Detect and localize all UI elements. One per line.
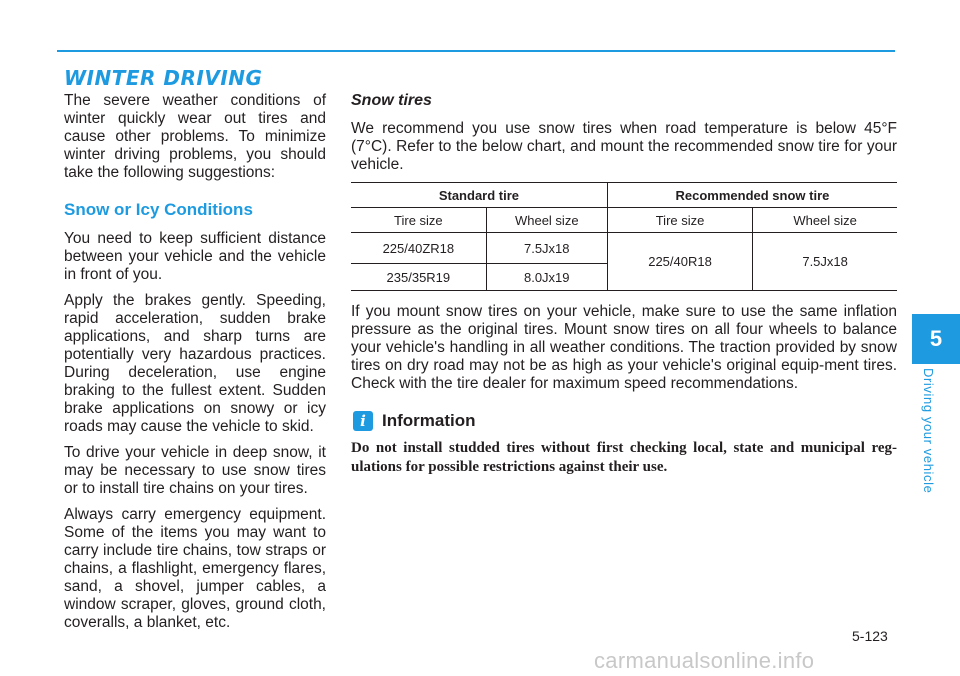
left-column xyxy=(64,92,326,640)
table-cell: 225/40ZR18 xyxy=(351,233,486,264)
body-paragraph: You need to keep sufficient distance between your vehicle and the vehicle in front of you. xyxy=(64,230,326,283)
information-header xyxy=(353,411,897,431)
chapter-label: Driving your vehicle xyxy=(921,368,936,494)
right-column xyxy=(351,92,897,477)
chapter-tab: 5 xyxy=(912,314,960,364)
column-header: Tire size xyxy=(351,208,486,233)
column-header: Tire size xyxy=(607,208,752,233)
table-cell: 8.0Jx19 xyxy=(486,264,607,291)
column-header: Wheel size xyxy=(486,208,607,233)
table-cell: 225/40R18 xyxy=(607,233,752,291)
information-text: Do not install studded tires without first checking local, state and municipal reg-ulations for possible restrictions against their use. xyxy=(351,440,897,475)
snow-icy-heading: Snow or Icy Conditions xyxy=(64,200,253,219)
table-cell: 7.5Jx18 xyxy=(486,233,607,264)
snow-tires-advice: If you mount snow tires on your vehicle, make sure to use the same inflation pressure as the original tires. Mount snow tires on all four wheels to balance your vehicle's handling in all weather conditions. The traction provided by snow tires on dry road may not be as high as your vehicle's original equip-ment tires. Check with the tire dealer for maximum speed recommendations. xyxy=(351,303,897,392)
table-cell: 235/35R19 xyxy=(351,264,486,291)
snow-tire-table xyxy=(351,182,897,291)
recommended-tire-header: Recommended snow tire xyxy=(607,183,897,208)
column-header: Wheel size xyxy=(753,208,897,233)
body-paragraph: Apply the brakes gently. Speeding, rapid acceleration, sudden brake applications, and sharp turns are potentially very hazardous practices. During deceleration, use engine braking to the fullest extent. Sudden brake applications on snowy or icy roads may cause the vehicle to skid. xyxy=(64,292,326,435)
table-column-header-row xyxy=(351,208,897,233)
watermark: carmanualsonline.info xyxy=(594,648,815,673)
table-row xyxy=(351,233,897,264)
body-paragraph: Always carry emergency equipment. Some of the items you may want to carry include tire chains, tow straps or chains, a flashlight, emergency flares, sand, a shovel, jumper cables, a window scraper, gloves, ground cloth, coveralls, a blanket, etc. xyxy=(64,506,326,631)
standard-tire-header: Standard tire xyxy=(351,183,607,208)
snow-tires-heading: Snow tires xyxy=(351,92,432,109)
snow-tires-intro: We recommend you use snow tires when road temperature is below 45°F (7°C). Refer to the below chart, and mount the recommended snow tire for your vehicle. xyxy=(351,120,897,173)
info-icon: i xyxy=(353,411,373,431)
page-number: 5-123 xyxy=(852,628,888,644)
header-rule xyxy=(57,50,895,52)
section-title: WINTER DRIVING xyxy=(64,66,263,90)
table-group-header-row xyxy=(351,183,897,208)
table-cell: 7.5Jx18 xyxy=(753,233,897,291)
information-title: Information xyxy=(382,411,476,430)
body-paragraph: To drive your vehicle in deep snow, it may be necessary to use snow tires or to install tire chains on your tires. xyxy=(64,444,326,497)
intro-paragraph: The severe weather conditions of winter quickly wear out tires and cause other problems. To minimize winter driving problems, you should take the following suggestions: xyxy=(64,92,326,181)
